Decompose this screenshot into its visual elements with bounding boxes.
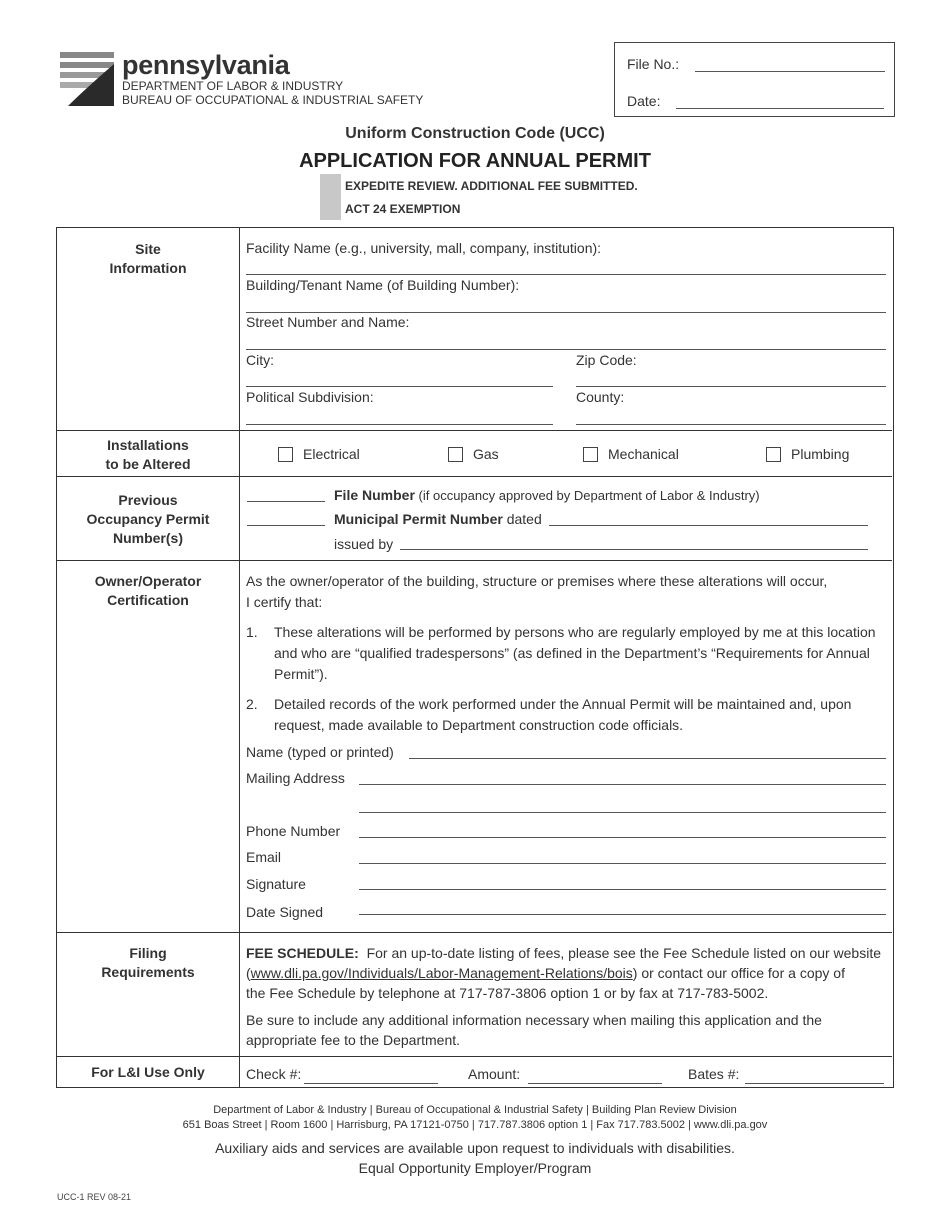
city-field[interactable] bbox=[246, 386, 553, 387]
mechanical-checkbox[interactable] bbox=[583, 446, 679, 462]
file-no-field[interactable] bbox=[695, 58, 885, 72]
check-number-label: Check #: bbox=[246, 1066, 302, 1082]
file-number-label bbox=[334, 487, 760, 503]
site-information-fields bbox=[246, 228, 884, 430]
phone-label: Phone Number bbox=[246, 823, 341, 839]
name-label: Name (typed or printed) bbox=[246, 744, 394, 760]
filing-requirements-content bbox=[246, 933, 884, 1056]
email-label: Email bbox=[246, 849, 282, 865]
office-use-section bbox=[57, 1057, 892, 1087]
signature-label: Signature bbox=[246, 876, 306, 892]
certification-intro bbox=[246, 571, 884, 613]
electrical-checkbox[interactable] bbox=[278, 446, 360, 462]
political-subdivision-label: Political Subdivision: bbox=[246, 389, 374, 405]
paren: ( bbox=[246, 965, 251, 981]
phone-field[interactable] bbox=[359, 837, 886, 838]
dated-field[interactable] bbox=[549, 525, 868, 526]
label-line: Requirements bbox=[101, 964, 195, 980]
fee-line bbox=[246, 963, 884, 983]
name-field[interactable] bbox=[409, 758, 886, 759]
fee-text: For an up-to-date listing of fees, please see the Fee Schedule listed on our website bbox=[366, 945, 881, 961]
footer-department-line: Department of Labor & Industry | Bureau of Occupational & Industrial Safety | Building Plan Review Division bbox=[213, 1104, 737, 1116]
bates-number-field[interactable] bbox=[745, 1083, 884, 1084]
checkbox-label: Plumbing bbox=[791, 446, 850, 462]
checkbox-label: Gas bbox=[473, 446, 499, 462]
mailing-address-field[interactable] bbox=[359, 784, 886, 785]
owner-certification-label bbox=[57, 561, 240, 932]
checkbox-square-icon[interactable] bbox=[583, 447, 598, 462]
item-number: 1. bbox=[246, 624, 258, 640]
fee-schedule-title: FEE SCHEDULE: bbox=[246, 945, 359, 961]
bureau-line: BUREAU OF OCCUPATIONAL & INDUSTRIAL SAFETY bbox=[122, 93, 424, 107]
form-subtitle: Uniform Construction Code (UCC) bbox=[345, 125, 605, 142]
label-line: Number(s) bbox=[112, 530, 183, 546]
date-field[interactable] bbox=[676, 95, 884, 109]
label-line: For L&I Use Only bbox=[91, 1064, 205, 1080]
email-field[interactable] bbox=[359, 863, 886, 864]
building-name-field[interactable] bbox=[246, 312, 886, 313]
office-use-label bbox=[57, 1057, 240, 1087]
street-label: Street Number and Name: bbox=[246, 314, 410, 330]
fee-schedule-link[interactable]: www.dli.pa.gov/Individuals/Labor-Management-Relations/bois bbox=[250, 965, 633, 981]
fee-text: ) or contact our office for a copy of bbox=[632, 965, 845, 981]
department-name bbox=[122, 79, 423, 107]
file-no-row bbox=[627, 56, 885, 72]
office-use-fields bbox=[246, 1057, 884, 1087]
file-no-label: File No.: bbox=[627, 56, 680, 72]
date-signed-label: Date Signed bbox=[246, 904, 324, 920]
checkbox-square-icon[interactable] bbox=[766, 447, 781, 462]
footer-address-line: 651 Boas Street | Room 1600 | Harrisburg, PA 17121-0750 | 717.787.3806 option 1 | Fax 717.783.5002 | www.dli.pa.gov bbox=[182, 1119, 768, 1131]
date-label: Date: bbox=[627, 93, 661, 109]
file-number-title: File Number bbox=[334, 487, 415, 503]
previous-permit-section bbox=[57, 477, 892, 561]
previous-permit-fields bbox=[246, 477, 884, 560]
installations-options bbox=[246, 431, 884, 476]
label-line: Occupancy Permit bbox=[86, 511, 210, 527]
intro-line: As the owner/operator of the building, structure or premises where these alterations will occur, bbox=[246, 573, 828, 589]
file-number-field[interactable] bbox=[247, 501, 325, 502]
label-line: Certification bbox=[107, 592, 189, 608]
amount-field[interactable] bbox=[528, 1083, 662, 1084]
installations-section bbox=[57, 431, 892, 477]
checkbox-label: Electrical bbox=[303, 446, 360, 462]
file-number-box bbox=[614, 42, 895, 117]
include-info-paragraph: Be sure to include any additional information necessary when mailing this application and the appropriate fee to the Department. bbox=[246, 1012, 822, 1048]
municipal-permit-field[interactable] bbox=[247, 525, 325, 526]
date-signed-field[interactable] bbox=[359, 914, 886, 915]
signature-field[interactable] bbox=[359, 889, 886, 890]
act24-option[interactable]: ACT 24 EXEMPTION bbox=[345, 202, 461, 216]
plumbing-checkbox[interactable] bbox=[766, 446, 849, 462]
city-label: City: bbox=[246, 352, 274, 368]
label-line: Installations bbox=[107, 437, 189, 453]
footer-accessibility-line: Auxiliary aids and services are available upon request to individuals with disabilities. bbox=[215, 1140, 735, 1156]
issued-by-label: issued by bbox=[334, 536, 394, 552]
site-information-section bbox=[57, 228, 892, 431]
amount-label: Amount: bbox=[468, 1066, 521, 1082]
pa-logo bbox=[58, 50, 458, 110]
owner-certification-section bbox=[57, 561, 892, 933]
zip-code-label: Zip Code: bbox=[576, 352, 637, 368]
item-text: Detailed records of the work performed under the Annual Permit will be maintained and, upon request, made available to Department construction code officials. bbox=[274, 696, 852, 733]
fee-line: the Fee Schedule by telephone at 717-787-3806 option 1 or by fax at 717-783-5002. bbox=[246, 985, 769, 1001]
certification-item-1 bbox=[246, 622, 884, 685]
political-subdivision-field[interactable] bbox=[246, 424, 553, 425]
form-title: APPLICATION FOR ANNUAL PERMIT bbox=[299, 150, 651, 172]
building-name-label: Building/Tenant Name (of Building Number): bbox=[246, 277, 520, 293]
county-label: County: bbox=[576, 389, 625, 405]
owner-certification-content bbox=[246, 561, 884, 932]
municipal-permit-label bbox=[334, 511, 542, 527]
facility-name-label: Facility Name (e.g., university, mall, company, institution): bbox=[246, 240, 602, 256]
issued-by-field[interactable] bbox=[400, 549, 868, 550]
site-information-label bbox=[57, 228, 240, 430]
street-field[interactable] bbox=[246, 349, 886, 350]
gas-checkbox[interactable] bbox=[448, 446, 499, 462]
footer-equal-opportunity-line: Equal Opportunity Employer/Program bbox=[358, 1160, 592, 1176]
installations-label bbox=[57, 431, 240, 476]
label-line: to be Altered bbox=[105, 456, 191, 472]
filing-requirements-section bbox=[57, 933, 892, 1057]
form-code: UCC-1 REV 08-21 bbox=[57, 1192, 132, 1202]
filing-requirements-label bbox=[57, 933, 240, 1056]
date-row bbox=[627, 93, 884, 109]
department-line: DEPARTMENT OF LABOR & INDUSTRY bbox=[122, 79, 344, 93]
dated-label: dated bbox=[506, 511, 542, 527]
checkbox-square-icon[interactable] bbox=[278, 447, 293, 462]
checkbox-square-icon[interactable] bbox=[448, 447, 463, 462]
intro-line: I certify that: bbox=[246, 594, 323, 610]
county-field[interactable] bbox=[576, 424, 886, 425]
application-form bbox=[56, 227, 894, 1088]
label-line: Owner/Operator bbox=[94, 573, 202, 589]
logo-wordmark: pennsylvania bbox=[122, 50, 290, 80]
zip-code-field[interactable] bbox=[576, 386, 886, 387]
checkbox-label: Mechanical bbox=[608, 446, 679, 462]
mailing-address-field-2[interactable] bbox=[359, 812, 886, 813]
label-line: Previous bbox=[118, 492, 178, 508]
certification-item-2 bbox=[246, 694, 884, 736]
fee-schedule-paragraph bbox=[246, 943, 884, 1003]
label-line: Filing bbox=[129, 945, 167, 961]
fee-line bbox=[246, 943, 884, 963]
previous-permit-label bbox=[57, 477, 240, 560]
facility-name-field[interactable] bbox=[246, 274, 886, 275]
check-number-field[interactable] bbox=[304, 1083, 438, 1084]
expedite-option[interactable]: EXPEDITE REVIEW. ADDITIONAL FEE SUBMITTED. bbox=[345, 179, 638, 193]
item-number: 2. bbox=[246, 696, 258, 712]
municipal-permit-title: Municipal Permit Number bbox=[334, 511, 503, 527]
file-number-note: (if occupancy approved by Department of Labor & Industry) bbox=[418, 488, 760, 503]
item-text: These alterations will be performed by persons who are regularly employed by me at this location and who are “qualified tradespersons” (as defined in the Department’s “Requirements for Annual Permit”). bbox=[274, 624, 876, 682]
bates-number-label: Bates #: bbox=[688, 1066, 740, 1082]
label-line: Information bbox=[109, 260, 187, 276]
keystone-logo-icon bbox=[58, 50, 116, 108]
mailing-address-label: Mailing Address bbox=[246, 770, 345, 786]
option-checkbox-bar[interactable] bbox=[320, 174, 341, 220]
label-line: Site bbox=[135, 241, 161, 257]
